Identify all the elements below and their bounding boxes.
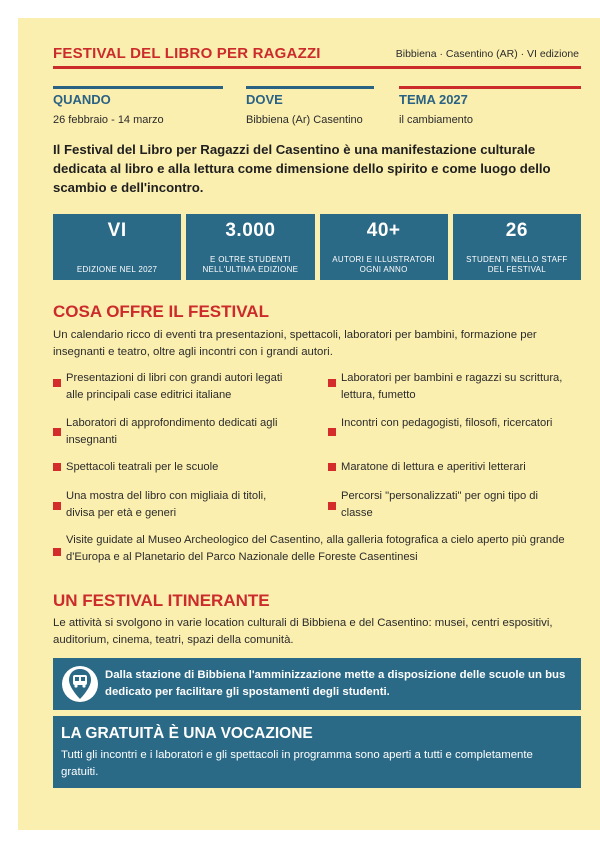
- when-bar: [53, 86, 223, 89]
- stat-number: 3.000: [225, 220, 276, 241]
- stat-edition: [53, 214, 181, 280]
- list-item: Spettacoli teatrali per le scuole: [66, 461, 219, 473]
- itinerant-title: UN FESTIVAL ITINERANTE: [53, 591, 270, 610]
- where-label: DOVE: [246, 92, 283, 107]
- stat-authors: [320, 214, 448, 280]
- stat-number: VI: [107, 220, 127, 241]
- bullet-icon: [53, 502, 61, 510]
- list-item: Una mostra del libro con migliaia di titoli, divisa per età e generi: [66, 490, 267, 519]
- when-value: 26 febbraio - 14 marzo: [53, 114, 164, 126]
- bullet-icon: [328, 502, 336, 510]
- theme-label: TEMA 2027: [399, 92, 468, 107]
- free-title: LA GRATUITÀ È UNA VOCAZIONE: [61, 725, 313, 742]
- offer-text: Un calendario ricco di eventi tra presentazioni, spettacoli, laboratori per bambini, formazione per insegnanti e teatro, oltre agli incontri con i grandi autori.: [53, 329, 537, 358]
- bullet-icon: [328, 379, 336, 387]
- list-item: Visite guidate al Museo Archeologico del Casentino, alla galleria fotografica a cielo aperto più grande d'Europa e al Planetario del Parco Nazionale delle Foreste Casentinesi: [66, 534, 565, 563]
- bullet-icon: [328, 463, 336, 471]
- stat-label: EDIZIONE NEL 2027: [76, 264, 158, 274]
- where-value: Bibbiena (Ar) Casentino: [246, 114, 363, 126]
- bus-info-box: [53, 658, 581, 710]
- bus-text: Dalla stazione di Bibbiena l'amminizzazione mette a disposizione delle scuole un bus dedicato per facilitare gli spostamenti degli studenti.: [105, 669, 566, 698]
- bullet-icon: [53, 463, 61, 471]
- list-item: Presentazioni di libri con grandi autori legati alle principali case editrici italiane: [66, 372, 283, 401]
- stat-number: 40+: [366, 220, 401, 241]
- flyer-page: [18, 18, 600, 830]
- free-info-box: [53, 716, 581, 788]
- stat-number: 26: [505, 220, 528, 241]
- title-divider: [53, 66, 581, 69]
- stat-label: STUDENTI NELLO STAFF DEL FESTIVAL: [466, 255, 568, 274]
- bus-icon: [62, 666, 98, 702]
- intro-paragraph: Il Festival del Libro per Ragazzi del Casentino è una manifestazione culturale dedicata al libro e alla lettura come dimensione dello spirito e come luogo dello scambio e dell'incontro.: [53, 142, 551, 195]
- offer-title: COSA OFFRE IL FESTIVAL: [53, 302, 269, 321]
- bullet-icon: [53, 379, 61, 387]
- bullet-icon: [328, 428, 336, 436]
- festival-subtitle: Bibbiena · Casentino (AR) · VI edizione: [395, 48, 579, 60]
- list-item: Laboratori per bambini e ragazzi su scrittura, lettura, fumetto: [341, 372, 563, 401]
- bullet-icon: [53, 428, 61, 436]
- stats-row: [53, 214, 581, 280]
- list-item: Laboratori di approfondimento dedicati agli insegnanti: [66, 417, 278, 446]
- itinerant-text: Le attività si svolgono in varie location culturali di Bibbiena e del Casentino: musei, centri espositivi, auditorium, cinema, teatri, spazi della comunità.: [53, 617, 553, 646]
- stat-label: AUTORI E ILLUSTRATORI OGNI ANNO: [332, 255, 435, 274]
- when-label: QUANDO: [53, 92, 111, 107]
- bullet-icon: [53, 548, 61, 556]
- free-text: Tutti gli incontri e i laboratori e gli spettacoli in programma sono aperti a tutti e completamente gratuiti.: [61, 749, 533, 778]
- festival-title: FESTIVAL DEL LIBRO PER RAGAZZI: [53, 45, 321, 62]
- list-item: Percorsi "personalizzati" per ogni tipo di classe: [341, 490, 538, 519]
- stat-label: E OLTRE STUDENTI NELL'ULTIMA EDIZIONE: [202, 255, 299, 274]
- list-item: Maratone di lettura e aperitivi letterari: [341, 461, 526, 473]
- list-item: Incontri con pedagogisti, filosofi, ricercatori: [341, 417, 553, 429]
- stat-staff: [453, 214, 581, 280]
- stat-students: [186, 214, 314, 280]
- theme-bar: [399, 86, 581, 89]
- theme-value: il cambiamento: [399, 114, 473, 126]
- where-bar: [246, 86, 374, 89]
